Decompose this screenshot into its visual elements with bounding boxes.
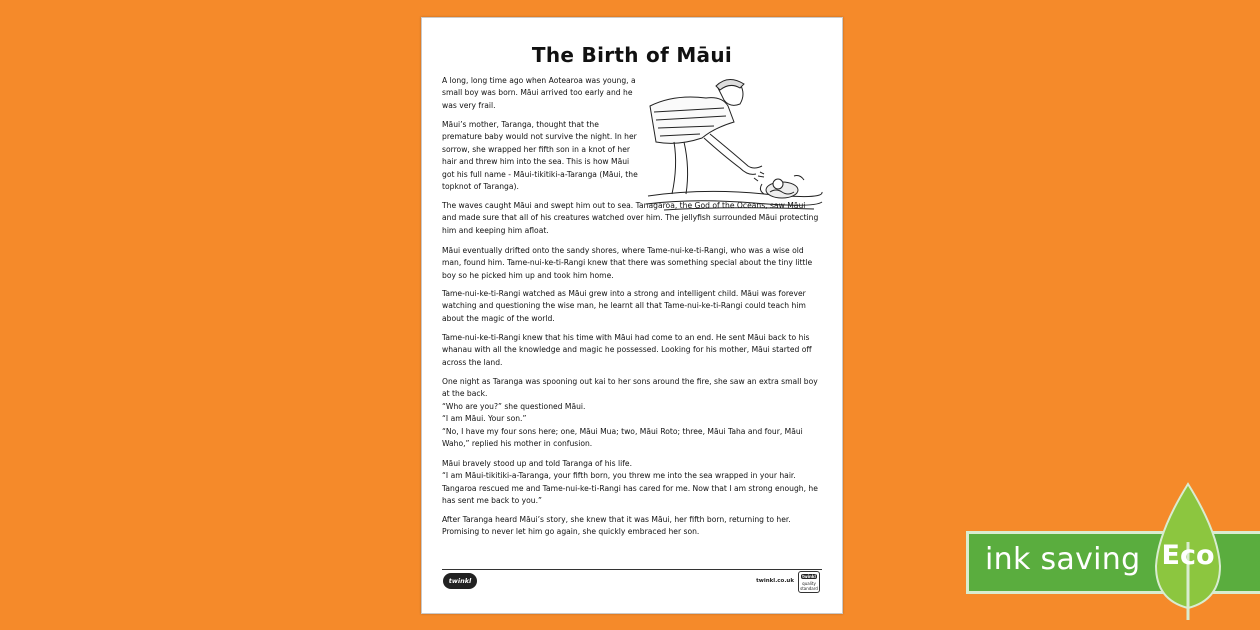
story-dialogue-1: One night as Taranga was spooning out kai to her sons around the fire, she saw an extra small boy at the back. “Who are you?” she questioned Māui. “I am Māui. Your son.” “No, I have my four sons here; one, Māui Mua; two, Māui Roto; three, Māui Taha and four, Māui Waho,” replied his mother in confusion.: [442, 377, 818, 449]
twinkl-logo: twinkl: [443, 573, 477, 589]
eco-label: Eco: [1161, 540, 1215, 571]
worksheet-page: [421, 17, 843, 614]
woman-releasing-baby-illustration: [644, 76, 824, 214]
ink-saving-label: ink saving: [985, 542, 1141, 577]
story-paragraph-1: A long, long time ago when Aotearoa was young, a small boy was born. Māui arrived too early and he was very frail.: [442, 76, 636, 110]
footer-divider: [442, 569, 822, 570]
story-paragraph-3: The waves caught Māui and swept him out to sea. Tanagaroa, the God of the Oceans, saw Māui and made sure that all of his creatures watched over him. The jellyfish surrounded Māui protecting him and keeping him afloat.: [442, 201, 819, 235]
story-paragraph-2: Māui’s mother, Taranga, thought that the premature baby would not survive the night. In her sorrow, she wrapped her fifth son in a knot of her hair and threw him into the sea. This is how Māui got his full name - Māui-tikitiki-a-Taranga (Māui, the topknot of Taranga).: [442, 120, 638, 192]
story-dialogue-2: Māui bravely stood up and told Taranga of his life. “I am Māui-tikitiki-a-Taranga, your fifth born, you threw me into the sea wrapped in your hair. Tangaroa rescued me and Tame-nui-ke-ti-Rangi has cared for me. Now that I am strong enough, he has sent me back to you.”: [442, 459, 818, 506]
page-title: The Birth of Māui: [531, 43, 733, 67]
footer-url: twinkl.co.uk: [756, 578, 794, 584]
story-paragraph-4: Māui eventually drifted onto the sandy shores, where Tame-nui-ke-ti-Rangi, who was a wise old man, found him. Tame-nui-ke-ti-Rangi knew that there was something special about the tiny little boy so he picked him up and took him home.: [442, 246, 813, 280]
story-closing: After Taranga heard Māui’s story, she knew that it was Māui, her fifth born, returning to her. Promising to never let him go again, she quickly embraced her son.: [442, 515, 791, 537]
quality-badge-icon: twinkl quality standard: [798, 571, 820, 593]
story-paragraph-6: Tame-nui-ke-ti-Rangi knew that his time with Māui had come to an end. He sent Māui back to his whanau with all the knowledge and magic he possessed. Looking for his mother, Māui started off across the land.: [442, 333, 812, 367]
story-paragraph-5: Tame-nui-ke-ti-Rangi watched as Māui grew into a strong and intelligent child. Māui was forever watching and questioning the wise man, he learnt all that Tame-nui-ke-ti-Rangi could teach him about the magic of the world.: [442, 289, 806, 323]
